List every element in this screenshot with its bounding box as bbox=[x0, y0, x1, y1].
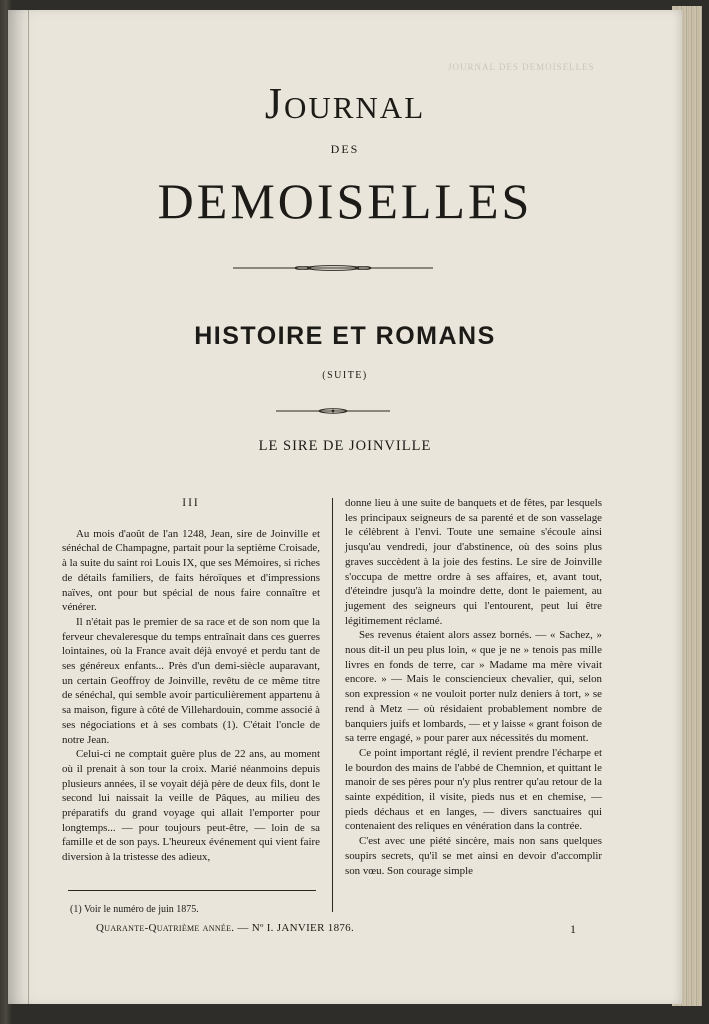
column-divider bbox=[332, 498, 333, 912]
footnote: (1) Voir le numéro de juin 1875. bbox=[70, 904, 199, 915]
des-word: DES bbox=[330, 142, 360, 156]
paragraph: Celui-ci ne comptait guère plus de 22 ans, au moment où il prenait à son tour la croix. Marié néanmoins depuis plusieurs années, il se voyait déjà père de deux fils, dont le second lui naissait la veille de Pâques, au milieu des préparatifs du grand voyage qui allait l'emporter pour longtemps... — pour toujours peut-être, — loin de sa famille et de son pays. L'heureux événement qui vient faire diversion à la tristesse des adieux, bbox=[62, 748, 320, 864]
page bbox=[8, 10, 682, 1004]
demoiselles-title: DEMOISELLES bbox=[157, 173, 533, 229]
issue-footer: Quarante-Quatrième année. — Nº I. JANVIER 1876. bbox=[96, 922, 355, 934]
footnote-rule bbox=[68, 890, 316, 891]
suite-label: (SUITE) bbox=[322, 370, 368, 381]
ghost-running-head: JOURNAL DES DEMOISELLES bbox=[448, 62, 595, 72]
paragraph: C'est avec une piété sincère, mais non sans quelques soupirs secrets, qu'il se met ainsi en devoir d'accomplir son vœu. Son courage simple bbox=[345, 835, 602, 877]
page-number: 1 bbox=[570, 922, 576, 936]
paragraph: Il n'était pas le premier de sa race et de son nom que la ferveur chevaleresque du temps entraînait dans ces guerres lointaines, où la France avait déjà envoyé et perdu tant de ses généreux enfants... Près d'un demi-siècle auparavant, un certain Geoffroy de Joinville, revêtu de ce même titre de sénéchal, qui semble avoir particulièrement appartenu à sa maison, figure à côté de Villehardouin, comme associé à ses négociations et à ses combats (1). C'était l'oncle de notre Jean. bbox=[62, 615, 320, 746]
paragraph: Ses revenus étaient alors assez bornés. — « Sachez, » nous dit-il un peu plus loin, « que je ne » tenois pas mille livres en fonds de terre, car » Madame ma mère vivait encore. » — Mais le consciencieux chevalier, qui, selon son expression « ne vouloit porter nulz deniers à tort, » se rend à Metz — où résidaient probablement nombre de banquiers juifs et lombards, — et y laisse « grant foison de sa terre engagé, » pour parer aux nécessités du moment. bbox=[345, 629, 602, 745]
journal-title: Journal bbox=[264, 79, 426, 128]
article-column-right bbox=[345, 496, 602, 878]
paragraph: donne lieu à une suite de banquets et de fêtes, par lesquels les principaux seigneurs de sa parenté et de son vasselage le célèbrent à l'envi. Toute une semaine s'écoule ainsi jusqu'au vendredi, jour d'abstinence, où des soins plus graves succèdent à la joie des festins. Le sire de Joinville s'occupa de mettre ordre à ses affaires, et, avant tout, d'éteindre jusqu'à la moindre dette, dont le paiement, au jugement des seigneurs qui l'entourent, peut lui être légitimement réclamé. bbox=[345, 497, 602, 627]
paragraph: Ce point important réglé, il revient prendre l'écharpe et le bourdon des mains de l'abbé de Chemnion, et quittant le manoir de ses pères pour n'y plus rentrer qu'au retour de la sainte expédition, il visite, pieds nus et en chemise, — pieds déchaus et en langes, — divers sanctuaires qui contenaient des reliques en vénération dans la contrée. bbox=[345, 746, 602, 833]
chapter-number: III bbox=[182, 497, 200, 509]
section-title: HISTOIRE ET ROMANS bbox=[194, 322, 496, 350]
title-ornament bbox=[233, 264, 433, 272]
article-column-left bbox=[62, 496, 320, 865]
paragraph: Au mois d'août de l'an 1248, Jean, sire de Joinville et sénéchal de Champagne, partait pour la septième Croisade, à la suite du saint roi Louis IX, que ses Mémoires, si riches de détails familiers, de faits héroïques et d'impressions naïves, ont pour but spécial de nous faire connaître et vénérer. bbox=[62, 527, 320, 614]
section-ornament bbox=[276, 407, 390, 415]
article-title: LE SIRE DE JOINVILLE bbox=[258, 438, 432, 454]
gutter-fold bbox=[28, 10, 29, 1004]
